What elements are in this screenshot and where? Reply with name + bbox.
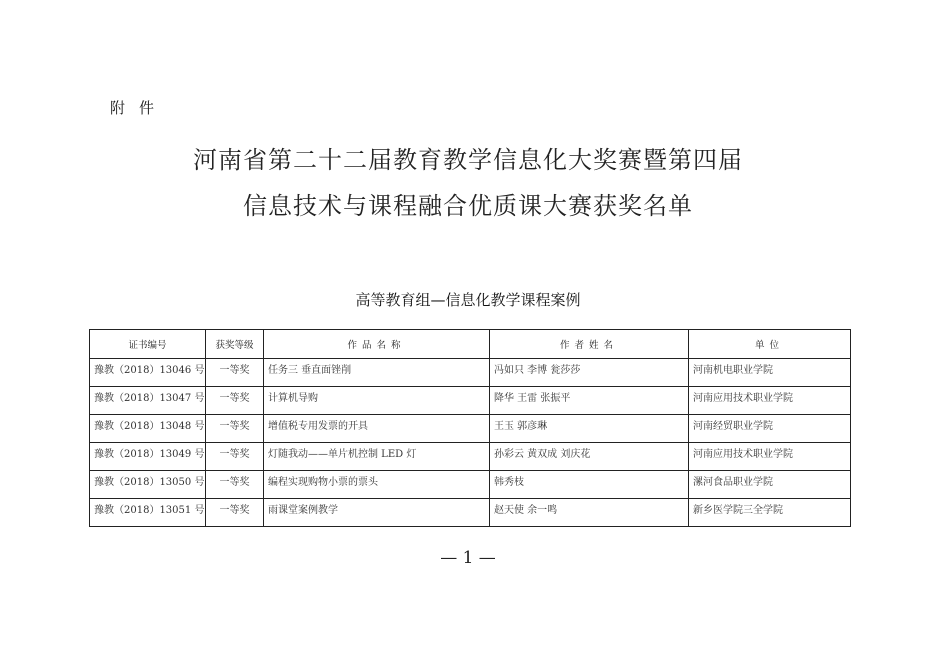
- work-title-cell: 灯随我动——单片机控制 LED 灯: [264, 443, 490, 471]
- section-subtitle: 高等教育组—信息化教学课程案例: [355, 291, 581, 309]
- award-level-cell: 一等奖: [206, 499, 264, 527]
- certificate-no-cell: 豫教（2018）13047 号: [90, 387, 206, 415]
- table-header-row: [90, 330, 851, 359]
- table-row: [90, 415, 851, 443]
- table-row: [90, 387, 851, 415]
- column-header-work-title: 作品名称: [264, 330, 490, 359]
- column-header-institution: 单位: [689, 330, 851, 359]
- work-title-cell: 雨课堂案例教学: [264, 499, 490, 527]
- table-row: [90, 499, 851, 527]
- institution-cell: 河南应用技术职业学院: [689, 387, 851, 415]
- document-title-line-1: 河南省第二十二届教育教学信息化大奖赛暨第四届: [193, 146, 743, 174]
- award-level-cell: 一等奖: [206, 387, 264, 415]
- authors-cell: 王玉 郭彦琳: [490, 415, 689, 443]
- award-table: [89, 329, 851, 527]
- table-row: [90, 359, 851, 387]
- attachment-label: 附件: [110, 99, 169, 117]
- work-title-cell: 计算机导购: [264, 387, 490, 415]
- certificate-no-cell: 豫教（2018）13046 号: [90, 359, 206, 387]
- column-header-award-level: 获奖等级: [206, 330, 264, 359]
- table-row: [90, 443, 851, 471]
- document-title-line-2: 信息技术与课程融合优质课大赛获奖名单: [243, 192, 693, 220]
- certificate-no-cell: 豫教（2018）13050 号: [90, 471, 206, 499]
- award-level-cell: 一等奖: [206, 443, 264, 471]
- authors-cell: 降华 王雷 张振平: [490, 387, 689, 415]
- column-header-certificate-no: 证书编号: [90, 330, 206, 359]
- certificate-no-cell: 豫教（2018）13051 号: [90, 499, 206, 527]
- institution-cell: 河南应用技术职业学院: [689, 443, 851, 471]
- authors-cell: 孙彩云 黄双成 刘庆花: [490, 443, 689, 471]
- certificate-no-cell: 豫教（2018）13049 号: [90, 443, 206, 471]
- work-title-cell: 增值税专用发票的开具: [264, 415, 490, 443]
- award-level-cell: 一等奖: [206, 359, 264, 387]
- authors-cell: 韩秀枝: [490, 471, 689, 499]
- institution-cell: 河南机电职业学院: [689, 359, 851, 387]
- award-level-cell: 一等奖: [206, 471, 264, 499]
- work-title-cell: 编程实现购物小票的票头: [264, 471, 490, 499]
- institution-cell: 新乡医学院三全学院: [689, 499, 851, 527]
- certificate-no-cell: 豫教（2018）13048 号: [90, 415, 206, 443]
- column-header-authors: 作者姓名: [490, 330, 689, 359]
- page-number: — 1 —: [440, 548, 496, 568]
- authors-cell: 冯如只 李博 瓮莎莎: [490, 359, 689, 387]
- authors-cell: 赵天使 余一鸣: [490, 499, 689, 527]
- institution-cell: 河南经贸职业学院: [689, 415, 851, 443]
- institution-cell: 漯河食品职业学院: [689, 471, 851, 499]
- work-title-cell: 任务三 垂直面锉削: [264, 359, 490, 387]
- award-level-cell: 一等奖: [206, 415, 264, 443]
- table-row: [90, 471, 851, 499]
